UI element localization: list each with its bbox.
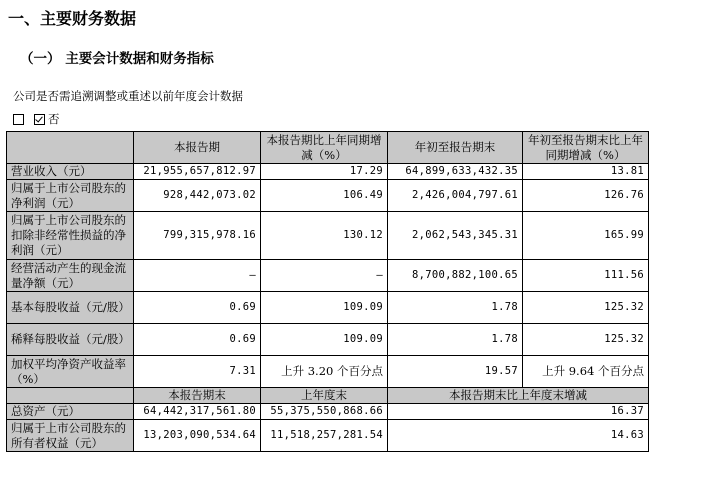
cell-current: — (134, 260, 261, 292)
table-row (7, 420, 649, 452)
cell-change: 16.37 (388, 404, 649, 420)
cell-ytd: 8,700,882,100.65 (388, 260, 523, 292)
cell-last-year-end: 11,518,257,281.54 (261, 420, 388, 452)
cell-ytd-change: 111.56 (523, 260, 649, 292)
no-option-label: 否 (48, 112, 60, 126)
cell-current-change: 130.12 (261, 212, 388, 260)
cell-period-end: 13,203,090,534.64 (134, 420, 261, 452)
subsection-title: （一） 主要会计数据和财务指标 (20, 51, 214, 67)
cell-ytd-change: 126.76 (523, 180, 649, 212)
table-row (7, 212, 649, 260)
row-label: 经营活动产生的现金流量净额（元） (7, 260, 134, 292)
header-current-period: 本报告期 (134, 132, 261, 164)
yes-checkbox-icon[interactable] (13, 114, 24, 125)
cell-ytd-change: 13.81 (523, 164, 649, 180)
cell-ytd: 64,899,633,432.35 (388, 164, 523, 180)
financial-data-table (6, 131, 649, 452)
table-row (7, 292, 649, 324)
table-row (7, 404, 649, 420)
row-label: 稀释每股收益（元/股） (7, 324, 134, 356)
cell-ytd-change: 125.32 (523, 324, 649, 356)
cell-ytd-change: 上升 9.64 个百分点 (523, 356, 649, 388)
header-ytd: 年初至报告期末 (388, 132, 523, 164)
table-row (7, 164, 649, 180)
cell-current-change: 106.49 (261, 180, 388, 212)
cell-current: 928,442,073.02 (134, 180, 261, 212)
header-ytd-change: 年初至报告期末比上年同期增减（%） (523, 132, 649, 164)
cell-change: 14.63 (388, 420, 649, 452)
cell-current: 21,955,657,812.97 (134, 164, 261, 180)
restatement-question: 公司是否需追溯调整或重述以前年度会计数据 (13, 89, 243, 103)
cell-ytd: 1.78 (388, 292, 523, 324)
header-period-end: 本报告期末 (134, 388, 261, 404)
table-row (7, 260, 649, 292)
row-label: 归属于上市公司股东的所有者权益（元） (7, 420, 134, 452)
table-row (7, 180, 649, 212)
cell-ytd: 2,426,004,797.61 (388, 180, 523, 212)
row-label: 归属于上市公司股东的净利润（元） (7, 180, 134, 212)
header-corner-2 (7, 388, 134, 404)
table-row (7, 356, 649, 388)
row-label: 归属于上市公司股东的扣除非经常性损益的净利润（元） (7, 212, 134, 260)
cell-current: 0.69 (134, 324, 261, 356)
cell-current-change: 上升 3.20 个百分点 (261, 356, 388, 388)
cell-period-end: 64,442,317,561.80 (134, 404, 261, 420)
row-label: 加权平均净资产收益率（%） (7, 356, 134, 388)
table-row (7, 324, 649, 356)
cell-last-year-end: 55,375,550,868.66 (261, 404, 388, 420)
cell-ytd: 1.78 (388, 324, 523, 356)
header-last-year-end: 上年度末 (261, 388, 388, 404)
cell-current: 7.31 (134, 356, 261, 388)
row-label: 基本每股收益（元/股） (7, 292, 134, 324)
restatement-answer (13, 111, 60, 127)
cell-current-change: 109.09 (261, 292, 388, 324)
cell-current-change: — (261, 260, 388, 292)
cell-ytd-change: 125.32 (523, 292, 649, 324)
section-title: 一、主要财务数据 (8, 9, 137, 28)
cell-ytd-change: 165.99 (523, 212, 649, 260)
header-period-end-change: 本报告期末比上年度末增减 (388, 388, 649, 404)
row-label: 营业收入（元） (7, 164, 134, 180)
cell-current-change: 17.29 (261, 164, 388, 180)
cell-ytd: 2,062,543,345.31 (388, 212, 523, 260)
header-current-change: 本报告期比上年同期增减（%） (261, 132, 388, 164)
cell-current: 0.69 (134, 292, 261, 324)
sub-header-row (7, 388, 649, 404)
cell-current: 799,315,978.16 (134, 212, 261, 260)
cell-ytd: 19.57 (388, 356, 523, 388)
row-label: 总资产（元） (7, 404, 134, 420)
cell-current-change: 109.09 (261, 324, 388, 356)
no-checkbox-checked-icon[interactable] (34, 114, 45, 125)
header-corner (7, 132, 134, 164)
